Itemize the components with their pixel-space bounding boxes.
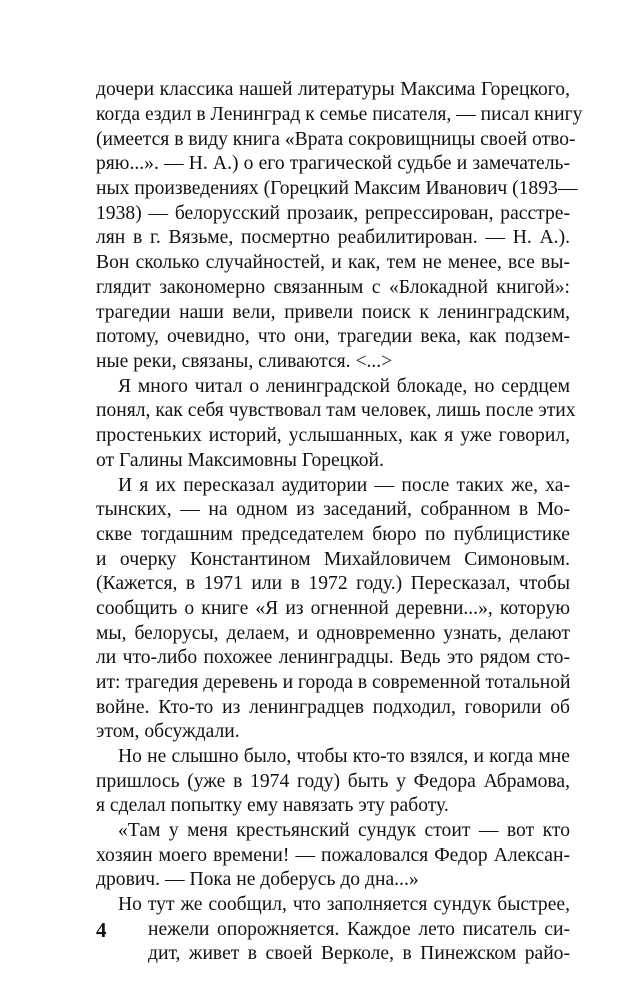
text-line: ные реки, связаны, сливаются. <...> <box>96 351 393 372</box>
paragraph-first-line: «Там у меня крестьянский сундук стоит — вот кто <box>118 820 570 841</box>
text-line: ли что-либо похожее ленинградцы. Ведь это рядом сто- <box>96 647 570 668</box>
text-line: глядит закономерно связанным с «Блокадной книгой»: <box>96 277 570 298</box>
text-line: от Галины Максимовны Горецкой. <box>96 450 384 471</box>
paragraph-first-line: Но тут же сообщил, что заполняется сундук быстрее, <box>118 894 570 915</box>
text-line: (имеется в виду книга «Врата сокровищницы своей отво- <box>96 129 576 150</box>
text-line: трагедии наши вели, привели поиск к ленинградским, <box>96 302 570 323</box>
text-line: я сделал попытку ему навязать эту работу. <box>96 795 449 816</box>
text-line: нежели опорожняется. Каждое лето писатель си- <box>148 919 570 940</box>
text-line: понял, как себя чувствовал там человек, лишь после этих <box>96 400 576 421</box>
text-line: войне. Кто-то из ленинградцев подходил, говорили об <box>96 697 570 718</box>
text-line: (Кажется, в 1971 или в 1972 году.) Пересказал, чтобы <box>96 573 570 594</box>
text-line: пришлось (уже в 1974 году) быть у Федора Абрамова, <box>96 771 570 792</box>
text-line: сообщить о книге «Я из огненной деревни...», которую <box>96 598 570 619</box>
text-line: простеньких историй, услышанных, как я уже говорил, <box>96 425 570 446</box>
text-line: ряю...». — Н. А.) о его трагической судьбе и замечатель- <box>96 153 570 174</box>
text-line: мы, белорусы, делаем, и одновременно узнать, делают <box>96 623 570 644</box>
paragraph-first-line: И я их пересказал аудитории — после таких же, ха- <box>118 475 570 496</box>
text-line: 1938) — белорусский прозаик, репрессирован, расстре- <box>96 203 570 224</box>
text-line: лян в г. Вязьме, посмертно реабилитирован. — Н. А.). <box>96 227 570 248</box>
page-number: 4 <box>96 918 107 942</box>
text-line: потому, очевидно, что они, трагедии века, как подзем- <box>96 326 570 347</box>
text-line: Вон сколько случайностей, и как, тем не менее, все вы- <box>96 252 570 273</box>
text-line: тынских, — на одном из заседаний, собранном в Мо- <box>96 499 570 520</box>
paragraph-first-line: Но не слышно было, чтобы кто-то взялся, и когда мне <box>118 746 570 767</box>
text-line: хозяин моего времени! — пожаловался Федор Алексан- <box>96 845 570 866</box>
text-line: и очерку Константином Михайловичем Симоновым. <box>96 549 570 570</box>
text-line: дит, живет в своей Верколе, в Пинежском райо- <box>148 943 570 964</box>
text-line: этом, обсуждали. <box>96 721 240 742</box>
text-line: ит: трагедия деревень и города в современной тотальной <box>96 672 571 693</box>
paragraph-first-line: Я много читал о ленинградской блокаде, но сердцем <box>118 376 570 397</box>
text-line: дочери классика нашей литературы Максима Горецкого, <box>96 79 570 100</box>
text-line: скве тогдашним председателем бюро по публицистике <box>96 524 570 545</box>
text-line: дрович. — Пока не доберусь до дна...» <box>96 869 419 890</box>
text-line: ных произведениях (Горецкий Максим Иванович (1893— <box>96 178 578 199</box>
text-line: когда ездил в Ленинград к семье писателя, — писал книгу <box>96 104 583 125</box>
